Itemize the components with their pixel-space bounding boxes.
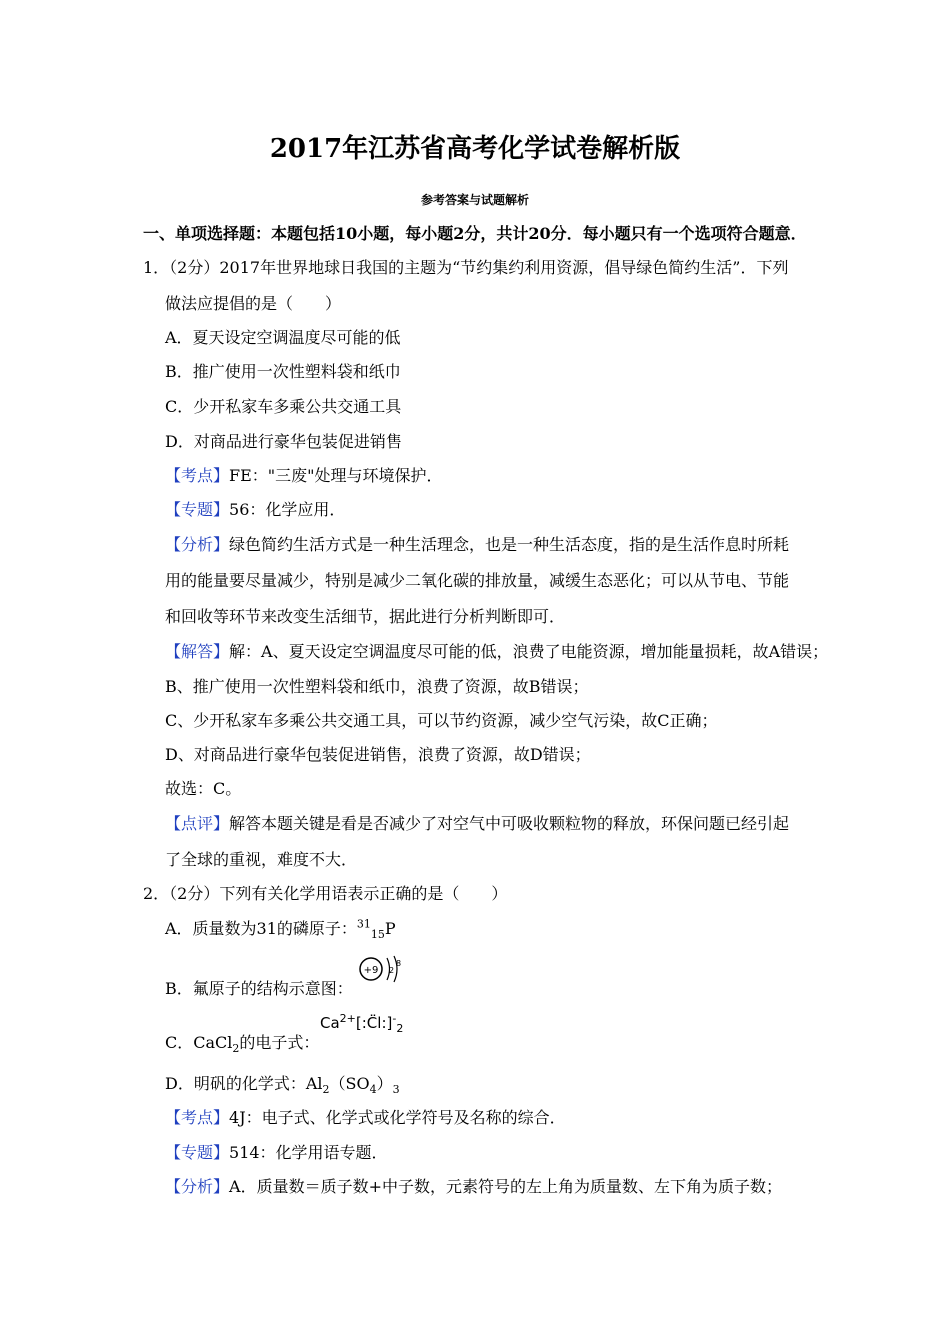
- q1-fenxi-line3: 和回收等环节来改变生活细节，据此进行分析判断即可．: [165, 607, 566, 626]
- q1-stem-line1: 1．（2分）2017年世界地球日我国的主题为“节约集约利用资源，倡导绿色简约生活”．下列: [143, 258, 789, 277]
- q1-jieda-line2: B、推广使用一次性塑料袋和纸巾，浪费了资源，故B错误；: [165, 677, 589, 696]
- page-title: 2017年江苏省高考化学试卷解析版: [269, 134, 681, 164]
- q2-fenxi: [165, 1177, 782, 1197]
- q1-option-b: B．推广使用一次性塑料袋和纸巾: [165, 362, 401, 381]
- q2-option-d-sub1: 2: [322, 1083, 330, 1097]
- fenxi-tag: 【分析】: [165, 1177, 230, 1196]
- fenxi-line1: 绿色简约生活方式是一种生活理念，也是一种生活态度，指的是生活作息时所耗: [229, 535, 790, 554]
- dianping-tag: 【点评】: [165, 814, 230, 833]
- q2-option-d-sub2: 4: [369, 1083, 377, 1097]
- shell-count-2: 8: [396, 959, 402, 968]
- element-symbol: P: [384, 919, 396, 938]
- fenxi-text: A．质量数＝质子数+中子数，元素符号的左上角为质量数、左下角为质子数；: [229, 1177, 782, 1196]
- atomic-number: 15: [370, 928, 385, 942]
- q2-option-d-sub3: 3: [392, 1083, 400, 1097]
- q1-zhuanti: [165, 500, 345, 520]
- jieda-line1: 解：A、夏天设定空调温度尽可能的低，浪费了电能资源，增加能量损耗，故A错误；: [229, 642, 829, 661]
- subtitle: 参考答案与试题解析: [420, 193, 529, 207]
- q1-dianping-line2: 了全球的重视，难度不大．: [165, 850, 358, 869]
- cacl2-electron-formula: [320, 1013, 403, 1033]
- cl-bracket: [:C̈l:]: [355, 1014, 393, 1032]
- zhuanti-tag: 【专题】: [165, 500, 230, 519]
- zhuanti-text: 514：化学用语专题．: [229, 1143, 388, 1162]
- q1-dianping: [165, 814, 789, 834]
- q1-stem-line2: 做法应提倡的是（ ）: [165, 294, 342, 313]
- q2-option-c-prefix: C．CaCl: [165, 1033, 233, 1052]
- kaodian-text: FE："三废"处理与环境保护．: [229, 466, 443, 485]
- q2-option-c-suffix: 的电子式：: [239, 1033, 320, 1052]
- fluorine-structure-diagram: [356, 954, 402, 988]
- cl-count: 2: [396, 1022, 404, 1035]
- q1-option-c: C．少开私家车多乘公共交通工具: [165, 397, 402, 416]
- shell-count-1: 2: [389, 966, 395, 975]
- kaodian-text: 4J：电子式、化学式或化学符号及名称的综合．: [229, 1108, 566, 1127]
- section-heading: 一、单项选择题：本题包括10小题，每小题2分，共计20分．每小题只有一个选项符合题意．: [143, 224, 807, 243]
- q2-option-d-close: ）: [376, 1074, 393, 1093]
- kaodian-tag: 【考点】: [165, 466, 230, 485]
- zhuanti-text: 56：化学应用．: [229, 500, 346, 519]
- q1-option-d: D．对商品进行豪华包装促进销售: [165, 432, 402, 451]
- q2-option-c: [165, 1033, 320, 1056]
- q1-jieda-line3: C、少开私家车多乘公共交通工具，可以节约资源，减少空气污染，故C正确；: [165, 711, 718, 730]
- jieda-tag: 【解答】: [165, 642, 230, 661]
- q2-stem: 2．（2分）下列有关化学用语表示正确的是（ ）: [143, 884, 508, 903]
- q1-jieda-line5: 故选：C。: [165, 779, 242, 798]
- q2-option-a: [165, 917, 396, 942]
- q1-fenxi: [165, 535, 789, 555]
- q2-kaodian: [165, 1108, 566, 1128]
- nucleus-charge: +9: [363, 965, 379, 976]
- ca-symbol: Ca: [320, 1014, 340, 1032]
- fenxi-tag: 【分析】: [165, 535, 230, 554]
- q1-jieda-line4: D、对商品进行豪华包装促进销售，浪费了资源，故D错误；: [165, 745, 591, 764]
- q2-option-a-text: A．质量数为31的磷原子：: [165, 919, 357, 938]
- q2-option-c-sub: 2: [232, 1042, 240, 1056]
- dianping-line1: 解答本题关键是看是否减少了对空气中可吸收颗粒物的释放，环保问题已经引起: [229, 814, 790, 833]
- zhuanti-tag: 【专题】: [165, 1143, 230, 1162]
- cl-charge: -: [392, 1012, 397, 1025]
- kaodian-tag: 【考点】: [165, 1108, 230, 1127]
- q1-fenxi-line2: 用的能量要尽量减少，特别是减少二氧化碳的排放量，减缓生态恶化；可以从节电、节能: [165, 571, 790, 590]
- q2-option-b: B．氟原子的结构示意图：: [165, 979, 353, 998]
- q1-kaodian: [165, 466, 443, 486]
- q1-jieda: [165, 642, 828, 662]
- q2-option-d-prefix: D．明矾的化学式：Al: [165, 1074, 323, 1093]
- ca-charge: 2+: [339, 1012, 356, 1025]
- q1-option-a: A．夏天设定空调温度尽可能的低: [165, 328, 401, 347]
- q2-option-d-mid: （SO: [329, 1074, 370, 1093]
- mass-number: 31: [356, 917, 371, 931]
- q2-zhuanti: [165, 1143, 388, 1163]
- q2-option-d: [165, 1074, 400, 1097]
